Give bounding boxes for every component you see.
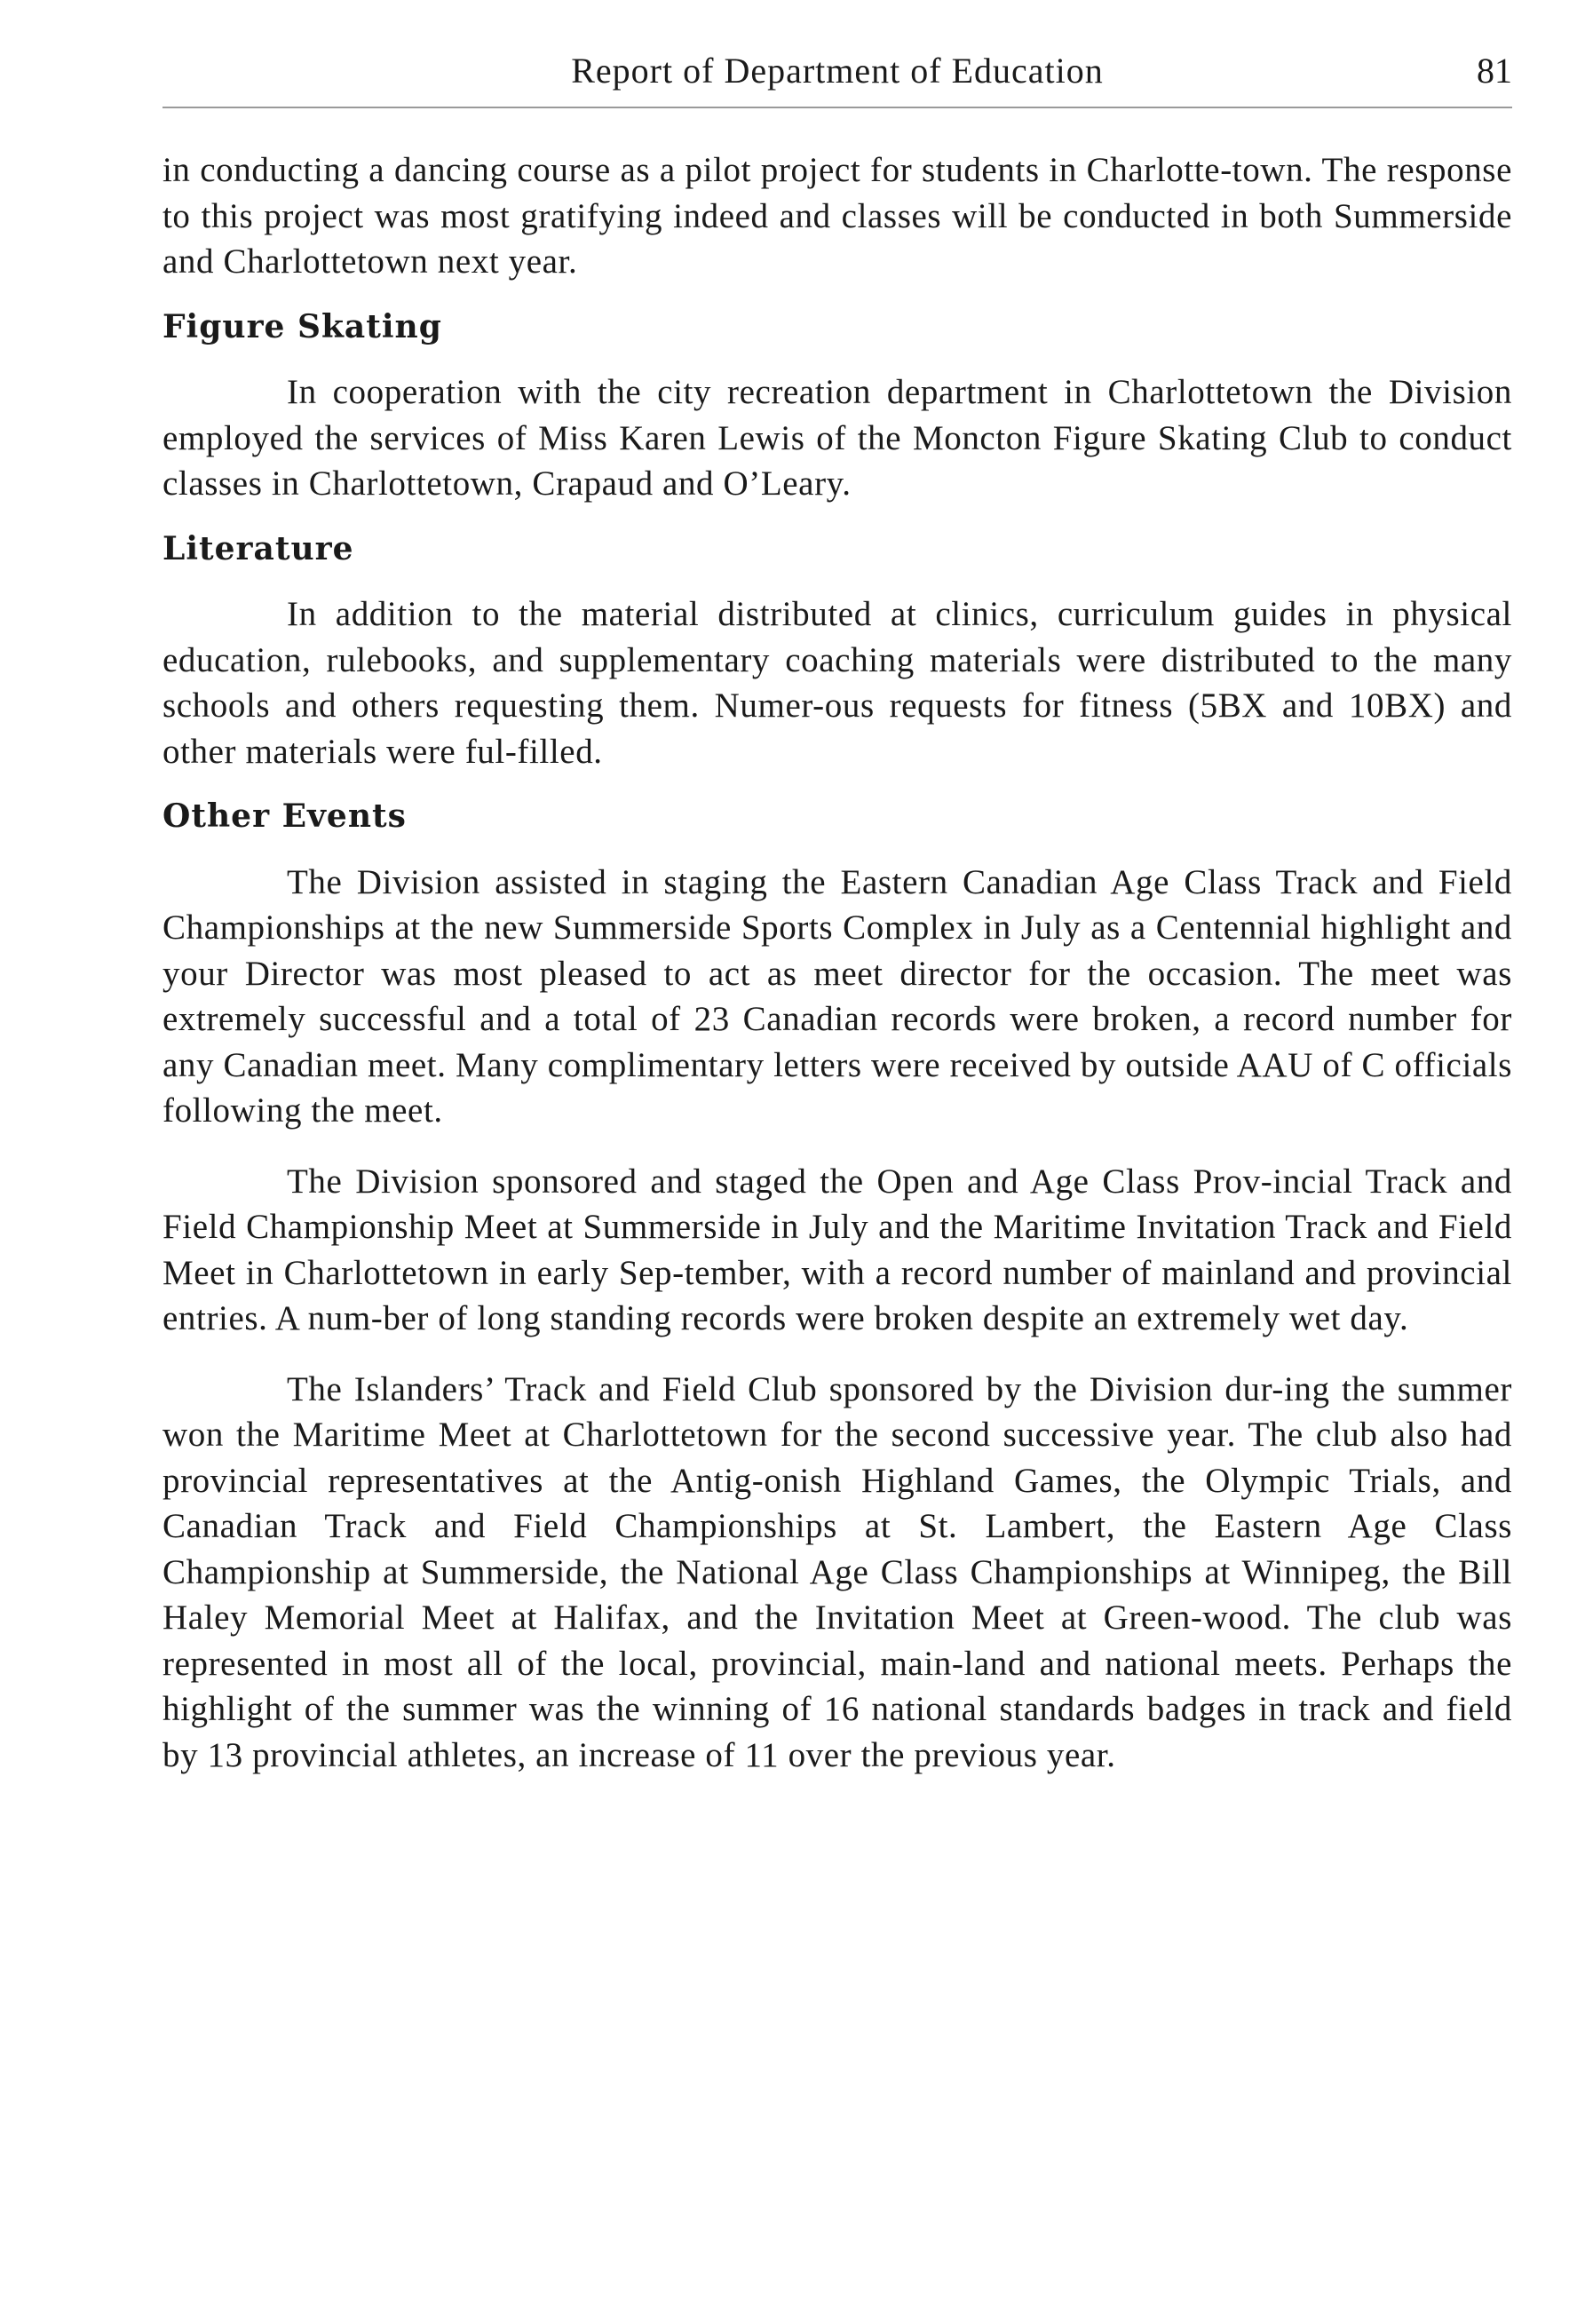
running-title: Report of Department of Education [571, 51, 1104, 91]
heading-figure-skating: Figure Skating [162, 307, 442, 345]
heading-other-events: Other Events [162, 797, 407, 835]
figure-skating-paragraph: In cooperation with the city recreation department in Charlottetown the Division employed the services of Miss Karen Lewis of the Moncton Figure Skating Club to conduct classes in Charlottetown, Crapaud and O’Leary. [162, 373, 1512, 503]
intro-paragraph: in conducting a dancing course as a pilot project for students in Charlotte-town. The response to this project was most gratifying indeed and classes will be conducted in both Summerside and Charlottetown next year. [162, 151, 1512, 281]
literature-paragraph: In addition to the material distributed at clinics, curriculum guides in physical education, rulebooks, and supplementary coaching materials were distributed to the many schools and others requesting them. Numer-ous requests for fitness (5BX and 10BX) and other materials were ful-filled. [162, 595, 1512, 771]
page-number: 81 [1477, 51, 1512, 91]
other-events-paragraph-2: The Division sponsored and staged the Open and Age Class Prov-incial Track and Field Championship Meet at Summerside in July and the Maritime Invitation Track and Field Meet in Charlottetown in early Sep-tember, with a record number of mainland and provincial entries. A num-ber of long standing records were broken despite an extremely wet day. [162, 1162, 1512, 1337]
other-events-paragraph-3: The Islanders’ Track and Field Club sponsored by the Division dur-ing the summer won the Maritime Meet at Charlottetown for the second successive year. The club also had provincial representatives at the Antig-onish Highland Games, the Olympic Trials, and Canadian Track and Field Championships at St. Lambert, the Eastern Age Class Championship at Summerside, the National Age Class Championships at Winnipeg, the Bill Haley Memorial Meet at Halifax, and the Invitation Meet at Green-wood. The club was represented in most all of the local, provincial, main-land and national meets. Perhaps the highlight of the summer was the winning of 16 national standards badges in track and field by 13 provincial athletes, an increase of 11 over the previous year. [162, 1369, 1512, 1774]
document-page [162, 44, 1512, 1778]
other-events-paragraph-1: The Division assisted in staging the Eastern Canadian Age Class Track and Field Championships at the new Summerside Sports Complex in July as a Centennial highlight and your Director was most pleased to act as meet director for the occasion. The meet was extremely successful and a total of 23 Canadian records were broken, a record number for any Canadian meet. Many complimentary letters were received by outside AAU of C officials following the meet. [162, 862, 1512, 1130]
heading-literature: Literature [162, 529, 354, 567]
body-text [162, 147, 1512, 1778]
running-head [162, 44, 1512, 108]
